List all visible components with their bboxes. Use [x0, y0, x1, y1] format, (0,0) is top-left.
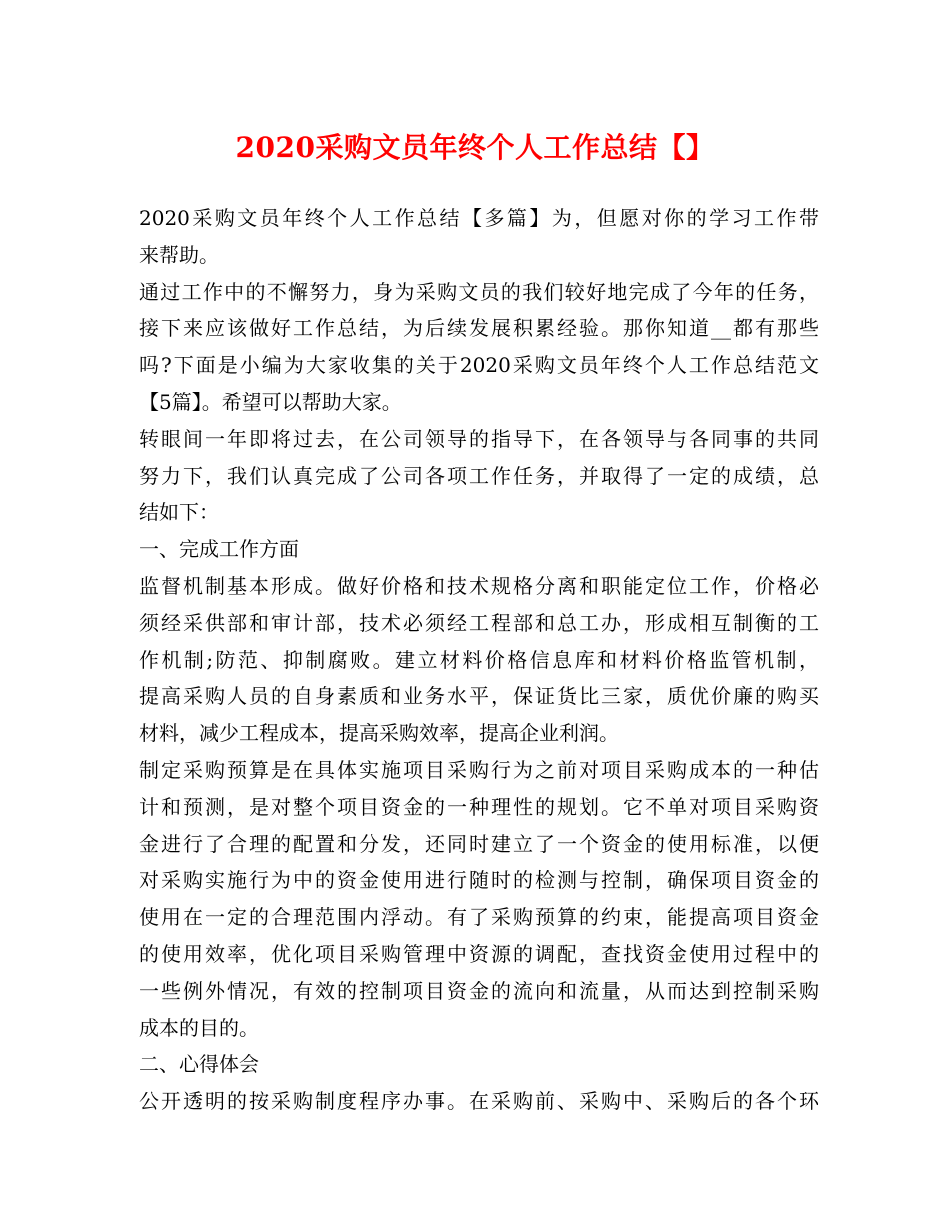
document-title: 2020采购文员年终个人工作总结【】 — [235, 131, 715, 164]
body-line: 成本的目的。 — [139, 1015, 259, 1040]
body-line: 结如下： — [139, 500, 219, 525]
body-line: 通过工作中的不懈努力，身为采购文员的我们较好地完成了今年的任务， — [139, 279, 819, 304]
body-line: 【5篇】。希望可以帮助大家。 — [139, 389, 402, 414]
body-line: 吗?下面是小编为大家收集的关于2020采购文员年终个人工作总结范文 — [139, 353, 819, 378]
body-line: 2020采购文员年终个人工作总结【多篇】为，但愿对你的学习工作带 — [139, 206, 819, 230]
body-line: 努力下，我们认真完成了公司各项工作任务，并取得了一定的成绩，总 — [139, 463, 819, 488]
body-line: 提高采购人员的自身素质和业务水平，保证货比三家，质优价廉的购买 — [139, 684, 819, 709]
document-body — [139, 200, 819, 1120]
section-heading: 一、完成工作方面 — [139, 537, 299, 562]
body-line: 来帮助。 — [139, 242, 219, 267]
body-line: 金进行了合理的配置和分发，还同时建立了一个资金的使用标准，以便 — [139, 831, 819, 856]
body-line: 接下来应该做好工作总结，为后续发展积累经验。那你知道__都有那些 — [139, 316, 819, 341]
body-line: 的使用效率，优化项目采购管理中资源的调配，查找资金使用过程中的 — [139, 941, 819, 966]
body-line: 转眼间一年即将过去，在公司领导的指导下，在各领导与各同事的共同 — [139, 426, 819, 451]
body-line: 作机制;防范、抑制腐败。建立材料价格信息库和材料价格监管机制， — [139, 647, 819, 672]
body-line: 制定采购预算是在具体实施项目采购行为之前对项目采购成本的一种估 — [139, 757, 819, 782]
body-line: 一些例外情况，有效的控制项目资金的流向和流量，从而达到控制采购 — [139, 978, 819, 1003]
body-line: 计和预测，是对整个项目资金的一种理性的规划。它不单对项目采购资 — [139, 794, 819, 819]
body-line: 使用在一定的合理范围内浮动。有了采购预算的约束，能提高项目资金 — [139, 905, 819, 930]
body-line: 材料，减少工程成本，提高采购效率，提高企业利润。 — [139, 721, 619, 746]
body-line: 对采购实施行为中的资金使用进行随时的检测与控制，确保项目资金的 — [139, 868, 819, 893]
body-line: 公开透明的按采购制度程序办事。在采购前、采购中、采购后的各个环 — [139, 1089, 819, 1114]
body-line: 监督机制基本形成。做好价格和技术规格分离和职能定位工作，价格必 — [139, 573, 819, 598]
section-heading: 二、心得体会 — [139, 1052, 259, 1077]
body-line: 须经采供部和审计部，技术必须经工程部和总工办，形成相互制衡的工 — [139, 610, 819, 635]
